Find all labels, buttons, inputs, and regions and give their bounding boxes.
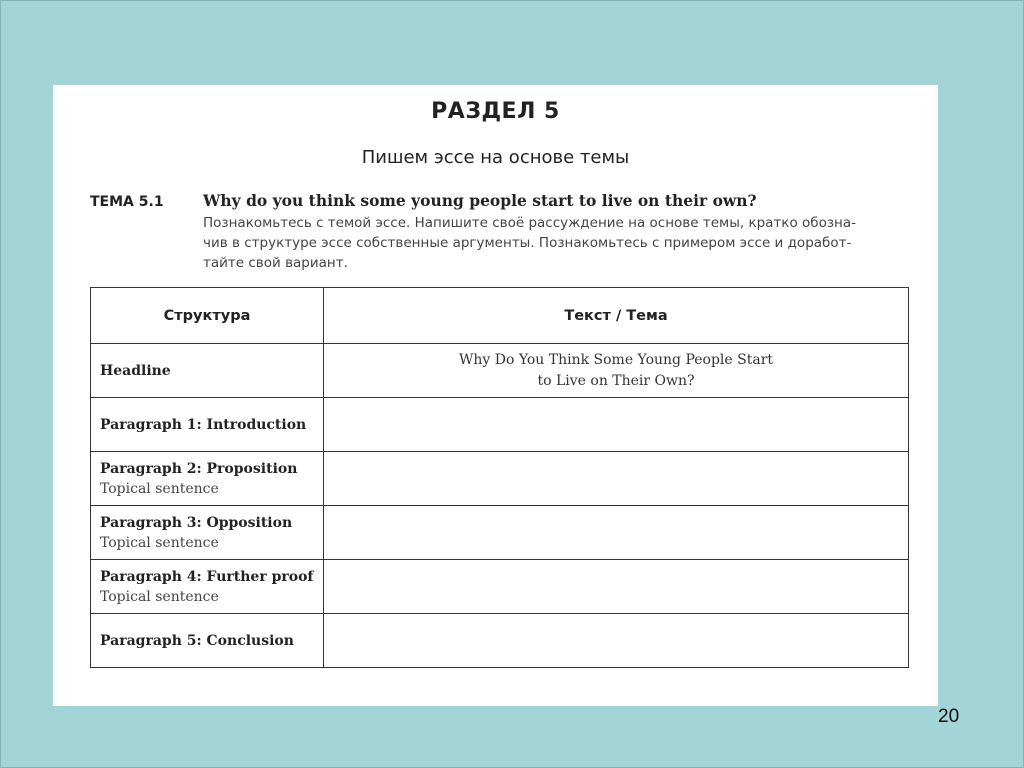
structure-cell [91, 560, 324, 614]
document-page [53, 85, 938, 706]
structure-label: Paragraph 2: Proposition [100, 460, 298, 477]
structure-cell [91, 344, 324, 398]
text-topic-cell [324, 560, 909, 614]
table-row [91, 560, 909, 614]
page-number: 20 [938, 706, 960, 727]
structure-sublabel: Topical sentence [100, 534, 219, 551]
section-subtitle: Пишем эссе на основе темы [361, 147, 630, 168]
table-row [91, 506, 909, 560]
structure-label: Paragraph 1: Introduction [100, 416, 307, 433]
text-topic-line: to Live on Their Own? [537, 372, 695, 389]
text-topic-cell [324, 344, 909, 398]
table-header-row [91, 288, 909, 344]
table-row [91, 452, 909, 506]
text-topic-line: Why Do You Think Some Young People Start [458, 351, 774, 368]
table-row [91, 344, 909, 398]
structure-label: Paragraph 3: Opposition [100, 514, 293, 531]
instruction-line: чив в структуре эссе собственные аргументы. Познакомьтесь с примером эссе и доработ- [203, 235, 852, 251]
section-title: РАЗДЕЛ 5 [431, 99, 560, 124]
structure-cell [91, 614, 324, 668]
structure-cell [91, 452, 324, 506]
topic-label: ТЕМА 5.1 [90, 194, 164, 210]
topic-question: Why do you think some young people start to live on their own? [203, 191, 757, 210]
structure-label: Headline [100, 362, 171, 379]
structure-cell [91, 506, 324, 560]
text-topic-cell [324, 506, 909, 560]
structure-label: Paragraph 5: Conclusion [100, 632, 294, 649]
text-topic-cell [324, 614, 909, 668]
column-header-structure: Структура [91, 288, 324, 344]
text-topic-cell [324, 452, 909, 506]
table-row [91, 398, 909, 452]
structure-label: Paragraph 4: Further proof [100, 568, 314, 585]
structure-sublabel: Topical sentence [100, 588, 219, 605]
table-row [91, 614, 909, 668]
structure-cell [91, 398, 324, 452]
topic-instruction [203, 213, 915, 273]
text-topic-cell [324, 398, 909, 452]
instruction-line: Познакомьтесь с темой эссе. Напишите своё рассуждение на основе темы, кратко обозна- [203, 215, 857, 231]
essay-structure-table [90, 287, 909, 668]
column-header-text-topic: Текст / Тема [324, 288, 909, 344]
structure-sublabel: Topical sentence [100, 480, 219, 497]
instruction-line: тайте свой вариант. [203, 255, 348, 271]
